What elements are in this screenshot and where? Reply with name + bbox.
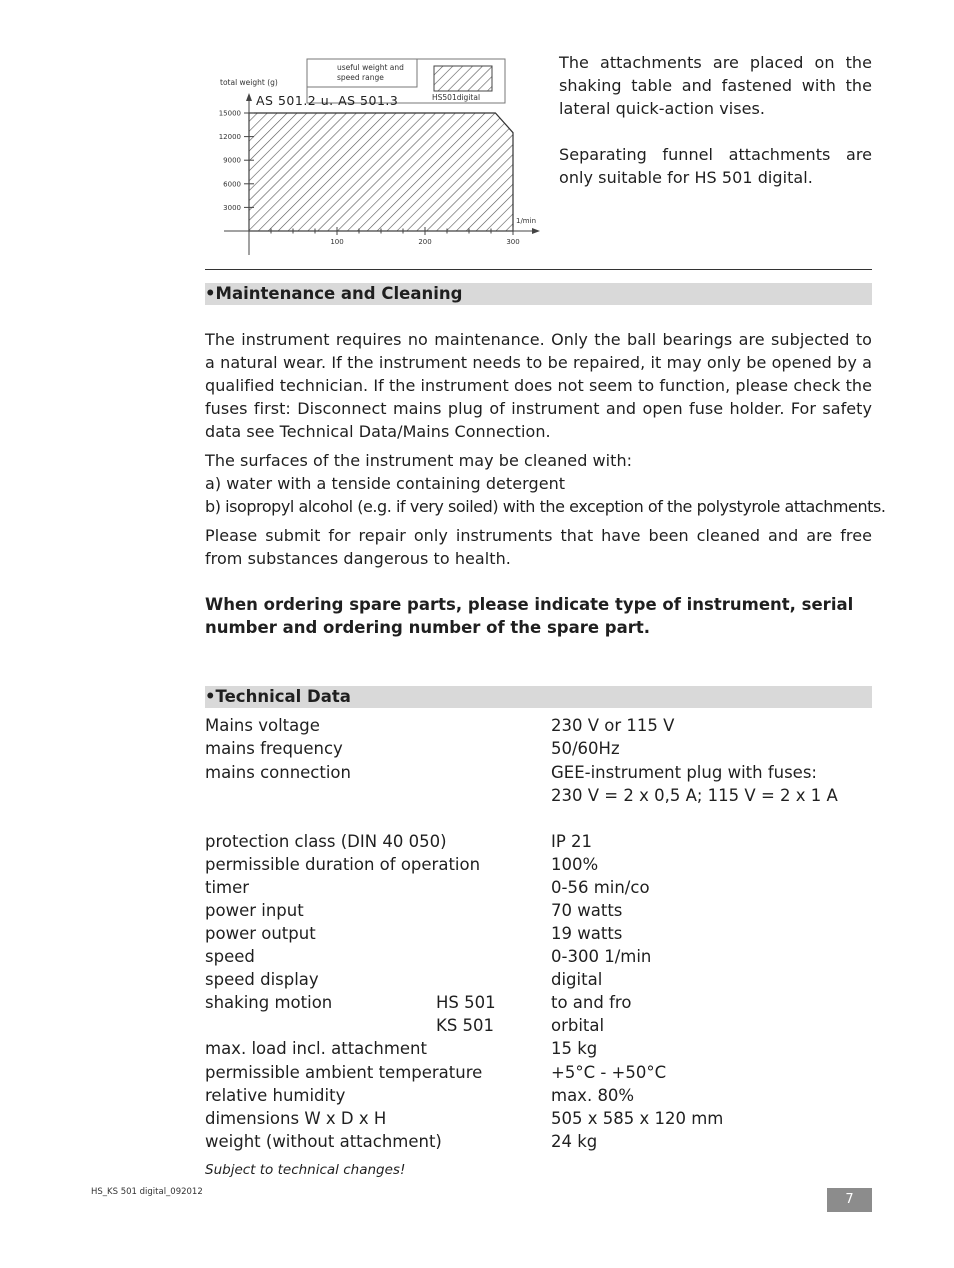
- tech-value: 19 watts: [551, 924, 623, 943]
- tech-value: IP 21: [551, 832, 593, 851]
- tech-row: [205, 968, 905, 991]
- footer-doc-id: HS_KS 501 digital_092012: [91, 1187, 203, 1197]
- tech-value: orbital: [551, 1016, 605, 1035]
- chart-xlabel: 1/min: [516, 217, 537, 225]
- tech-label: mains connection: [205, 763, 351, 782]
- cleaning-item-b: b) isopropyl alcohol (e.g. if very soiled) with the exception of the polystyrole attachments.: [205, 497, 886, 516]
- tech-row: [205, 830, 905, 853]
- tech-value: 24 kg: [551, 1132, 598, 1151]
- tech-label: permissible ambient temperature: [205, 1063, 483, 1082]
- y-tick-label-9000: 9000: [223, 156, 241, 165]
- tech-label: protection class (DIN 40 050): [205, 832, 447, 851]
- x-tick-label-100: 100: [330, 238, 344, 246]
- x-axis-arrow: [532, 228, 540, 234]
- y-tick-label-12000: 12000: [218, 133, 241, 142]
- tech-row: [205, 784, 905, 807]
- y-axis-arrow: [246, 93, 252, 101]
- tech-row: [205, 761, 905, 784]
- tech-value: 0-56 min/co: [551, 878, 650, 897]
- maintenance-paragraph-3: Please submit for repair only instruments that have been cleaned and are free from substances dangerous to health.: [205, 526, 872, 568]
- tech-row: [205, 1084, 905, 1107]
- chart-ylabel: total weight (g): [220, 78, 278, 87]
- cleaning-list: [205, 449, 886, 518]
- tech-label: timer: [205, 878, 250, 897]
- tech-value: digital: [551, 970, 603, 989]
- tech-value: 230 V = 2 x 0,5 A; 115 V = 2 x 1 A: [551, 786, 838, 805]
- chart-series-label: AS 501.2 u. AS 501.3: [256, 93, 399, 108]
- technical-note: Subject to technical changes!: [205, 1162, 406, 1178]
- tech-row: [205, 922, 905, 945]
- tech-value: 505 x 585 x 120 mm: [551, 1109, 724, 1128]
- tech-label: speed: [205, 947, 255, 966]
- cleaning-intro: The surfaces of the instrument may be cleaned with:: [205, 451, 633, 470]
- tech-row: [205, 991, 905, 1014]
- tech-sub-label: HS 501: [436, 993, 496, 1012]
- maintenance-heading: •Maintenance and Cleaning: [205, 283, 872, 305]
- weight-speed-chart: [216, 55, 546, 260]
- tech-value: 50/60Hz: [551, 739, 620, 758]
- tech-label: speed display: [205, 970, 319, 989]
- tech-row: [205, 737, 905, 760]
- cleaning-item-a: a) water with a tenside containing detergent: [205, 474, 566, 493]
- tech-row: [205, 1037, 905, 1060]
- tech-row: [205, 1130, 905, 1153]
- section-divider: [205, 269, 872, 270]
- tech-value: 230 V or 115 V: [551, 716, 675, 735]
- tech-value: max. 80%: [551, 1086, 635, 1105]
- tech-row: [205, 876, 905, 899]
- intro-paragraph-2: Separating funnel attachments are only suitable for HS 501 digital.: [559, 145, 872, 187]
- tech-value: 70 watts: [551, 901, 623, 920]
- tech-row: [205, 899, 905, 922]
- tech-label: permissible duration of operation: [205, 855, 481, 874]
- tech-label: power output: [205, 924, 316, 943]
- legend-title-line2: speed range: [337, 73, 384, 82]
- y-tick-label-3000: 3000: [223, 203, 241, 212]
- tech-value: +5°C - +50°C: [551, 1063, 667, 1082]
- tech-row: [205, 853, 905, 876]
- tech-row: [205, 714, 905, 737]
- maintenance-paragraph-1: The instrument requires no maintenance. Only the ball bearings are subjected to a natural wear. If the instrument needs to be repaired, it may only be opened by a qualified technician. If the instrument does not seem to function, please check the fuses first: Disconnect mains plug of instrument and open fuse holder. For safety data see Technical Data/Mains Connection.: [205, 330, 872, 441]
- tech-label: Mains voltage: [205, 716, 320, 735]
- tech-value: to and fro: [551, 993, 632, 1012]
- page-number: 7: [827, 1188, 872, 1212]
- tech-value: 100%: [551, 855, 599, 874]
- legend-title-line1: useful weight and: [337, 63, 404, 72]
- tech-label: max. load incl. attachment: [205, 1039, 427, 1058]
- tech-label: shaking motion: [205, 993, 333, 1012]
- tech-label: mains frequency: [205, 739, 343, 758]
- tech-value: 15 kg: [551, 1039, 598, 1058]
- technical-heading: •Technical Data: [205, 686, 872, 708]
- tech-value: 0-300 1/min: [551, 947, 652, 966]
- y-tick-label-15000: 15000: [218, 109, 241, 118]
- tech-row: [205, 1014, 905, 1037]
- tech-label: relative humidity: [205, 1086, 346, 1105]
- tech-value: GEE-instrument plug with fuses:: [551, 763, 817, 782]
- tech-row: [205, 1107, 905, 1130]
- legend-swatch-label: HS501digital: [432, 93, 481, 102]
- legend-swatch: [434, 66, 492, 91]
- tech-label: dimensions W x D x H: [205, 1109, 387, 1128]
- tech-row: [205, 1061, 905, 1084]
- y-tick-label-6000: 6000: [223, 180, 241, 189]
- x-tick-label-300: 300: [506, 238, 520, 246]
- tech-sub-label: KS 501: [436, 1016, 495, 1035]
- tech-row: [205, 945, 905, 968]
- weight-speed-area: [249, 113, 513, 231]
- tech-label: weight (without attachment): [205, 1132, 442, 1151]
- x-tick-label-200: 200: [418, 238, 432, 246]
- technical-data-table: [205, 714, 872, 1159]
- tech-label: power input: [205, 901, 304, 920]
- spare-parts-note: When ordering spare parts, please indicate type of instrument, serial number and ordering number of the spare part.: [205, 595, 854, 637]
- intro-paragraph-1: The attachments are placed on the shaking table and fastened with the lateral quick-action vises.: [559, 53, 872, 118]
